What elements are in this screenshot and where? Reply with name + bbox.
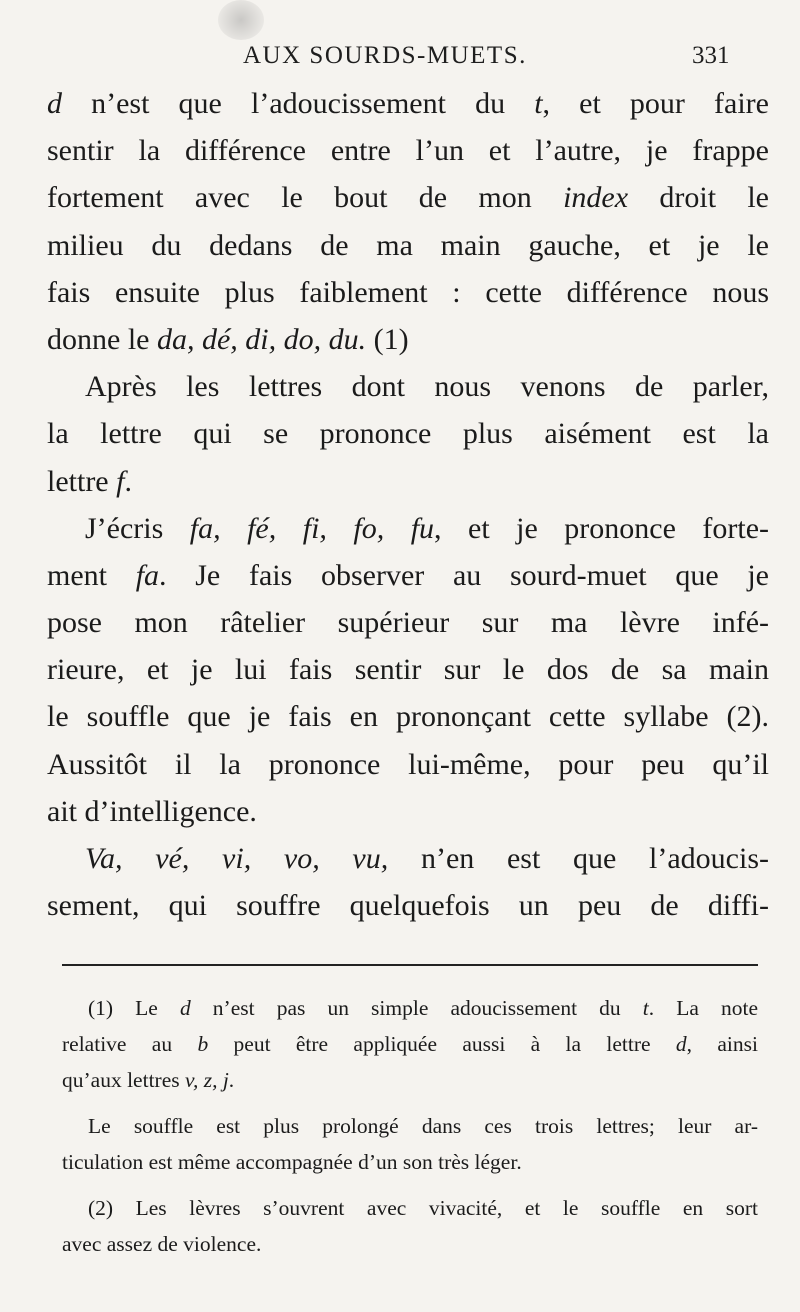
text-run: , et pour faire xyxy=(542,87,769,120)
text-run: ment xyxy=(47,558,136,592)
text-run: rieure, et je lui fais sentir sur le dos de sa main xyxy=(47,653,769,687)
text-run: donne le xyxy=(47,322,157,356)
text-line xyxy=(47,458,769,505)
text-run: (2) Les lèvres s’ouvrent avec vivacité, et le souffle en sort xyxy=(88,1196,758,1220)
text-line xyxy=(47,127,769,174)
footnote-line xyxy=(62,1062,758,1098)
text-run: milieu du dedans de ma main gauche, et je le xyxy=(47,228,769,262)
text-run: , ainsi xyxy=(686,1032,758,1056)
text-run: lettre xyxy=(47,464,117,498)
footnote-rule xyxy=(62,964,758,966)
italic-syllables: da, dé, di, do, du. xyxy=(156,322,367,356)
text-run: ait d’intelligence. xyxy=(47,794,257,828)
text-line xyxy=(47,882,769,929)
text-line xyxy=(47,505,769,552)
italic-word: index xyxy=(563,181,629,215)
body-text xyxy=(47,80,769,929)
text-run: avec assez de violence. xyxy=(62,1232,262,1256)
text-run: la lettre qui se prononce plus aisément est la xyxy=(47,417,769,451)
text-run: Aussitôt il la prononce lui-même, pour peu qu’il xyxy=(47,747,769,781)
text-run: peut être appliquée aussi à la lettre xyxy=(208,1032,676,1056)
text-run: qu’aux lettres xyxy=(62,1068,185,1092)
text-run: n’est que l’adoucissement du xyxy=(62,87,535,120)
ink-smudge xyxy=(218,0,264,40)
text-line xyxy=(47,646,769,693)
footnotes xyxy=(62,990,758,1262)
text-line xyxy=(47,552,769,599)
text-run: . xyxy=(228,1068,235,1092)
text-run: le souffle que je fais en prononçant cette syllabe (2). xyxy=(47,700,769,734)
text-run: , et je prononce forte- xyxy=(434,511,769,545)
text-line xyxy=(47,269,769,316)
footnote-line xyxy=(62,1108,758,1144)
text-line xyxy=(47,788,769,835)
text-run: pose mon râtelier supérieur sur ma lèvre infé- xyxy=(47,606,769,640)
footnote-line xyxy=(62,1226,758,1262)
text-run: relative au xyxy=(62,1032,198,1056)
footnote-gap xyxy=(62,1098,758,1108)
footnote-line xyxy=(62,1026,758,1062)
text-run: J’écris xyxy=(85,511,190,545)
text-run: (1) Le xyxy=(88,996,180,1020)
text-run: fortement avec le bout de mon xyxy=(47,181,564,215)
text-line xyxy=(47,363,769,410)
text-line xyxy=(47,835,769,882)
text-line xyxy=(47,599,769,646)
italic-letter: d xyxy=(47,87,62,120)
footnote-line xyxy=(62,1144,758,1180)
page-header xyxy=(0,42,800,72)
italic-syllable: fa xyxy=(135,558,160,592)
footnote-gap xyxy=(62,1180,758,1190)
footnote-line xyxy=(62,1190,758,1226)
text-line xyxy=(47,741,769,788)
page-number: 331 xyxy=(692,42,730,69)
footnote-line xyxy=(62,990,758,1026)
italic-letter: d xyxy=(675,1032,687,1056)
text-line xyxy=(47,222,769,269)
italic-letter: d xyxy=(179,996,191,1020)
text-run: n’est pas un simple adoucissement du xyxy=(190,996,643,1020)
italic-letter: t xyxy=(534,87,543,120)
italic-letter: f xyxy=(116,464,125,498)
italic-letter: b xyxy=(197,1032,209,1056)
text-run: Le souffle est plus prolongé dans ces trois lettres; leur ar- xyxy=(88,1114,758,1138)
text-run: Après les lettres dont nous venons de parler, xyxy=(85,370,769,404)
italic-letter: t xyxy=(642,996,649,1020)
text-line xyxy=(47,80,769,127)
text-run: . La note xyxy=(648,996,758,1020)
text-line xyxy=(47,693,769,740)
running-head: AUX SOURDS-MUETS. xyxy=(243,42,527,69)
text-run: fais ensuite plus faiblement : cette différence nous xyxy=(47,275,769,309)
text-run: ticulation est même accompagnée d’un son très léger. xyxy=(62,1150,522,1174)
text-run: n’en est que l’adoucis- xyxy=(388,842,769,875)
text-run: . xyxy=(124,464,132,498)
text-run: droit le xyxy=(628,181,770,215)
text-line xyxy=(47,174,769,221)
text-run: sentir la différence entre l’un et l’autre, je frappe xyxy=(47,134,769,168)
text-run: . Je fais observer au sourd-muet que je xyxy=(159,558,769,592)
italic-syllables: fa, fé, fi, fo, fu xyxy=(189,511,435,545)
text-run: sement, qui souffre quelquefois un peu de diffi- xyxy=(47,889,769,923)
text-line xyxy=(47,410,769,457)
text-line xyxy=(47,316,769,363)
italic-syllables: Va, vé, vi, vo, vu, xyxy=(85,842,389,875)
footnote-ref: (1) xyxy=(366,322,409,356)
italic-letters: v, z, j xyxy=(185,1068,229,1092)
